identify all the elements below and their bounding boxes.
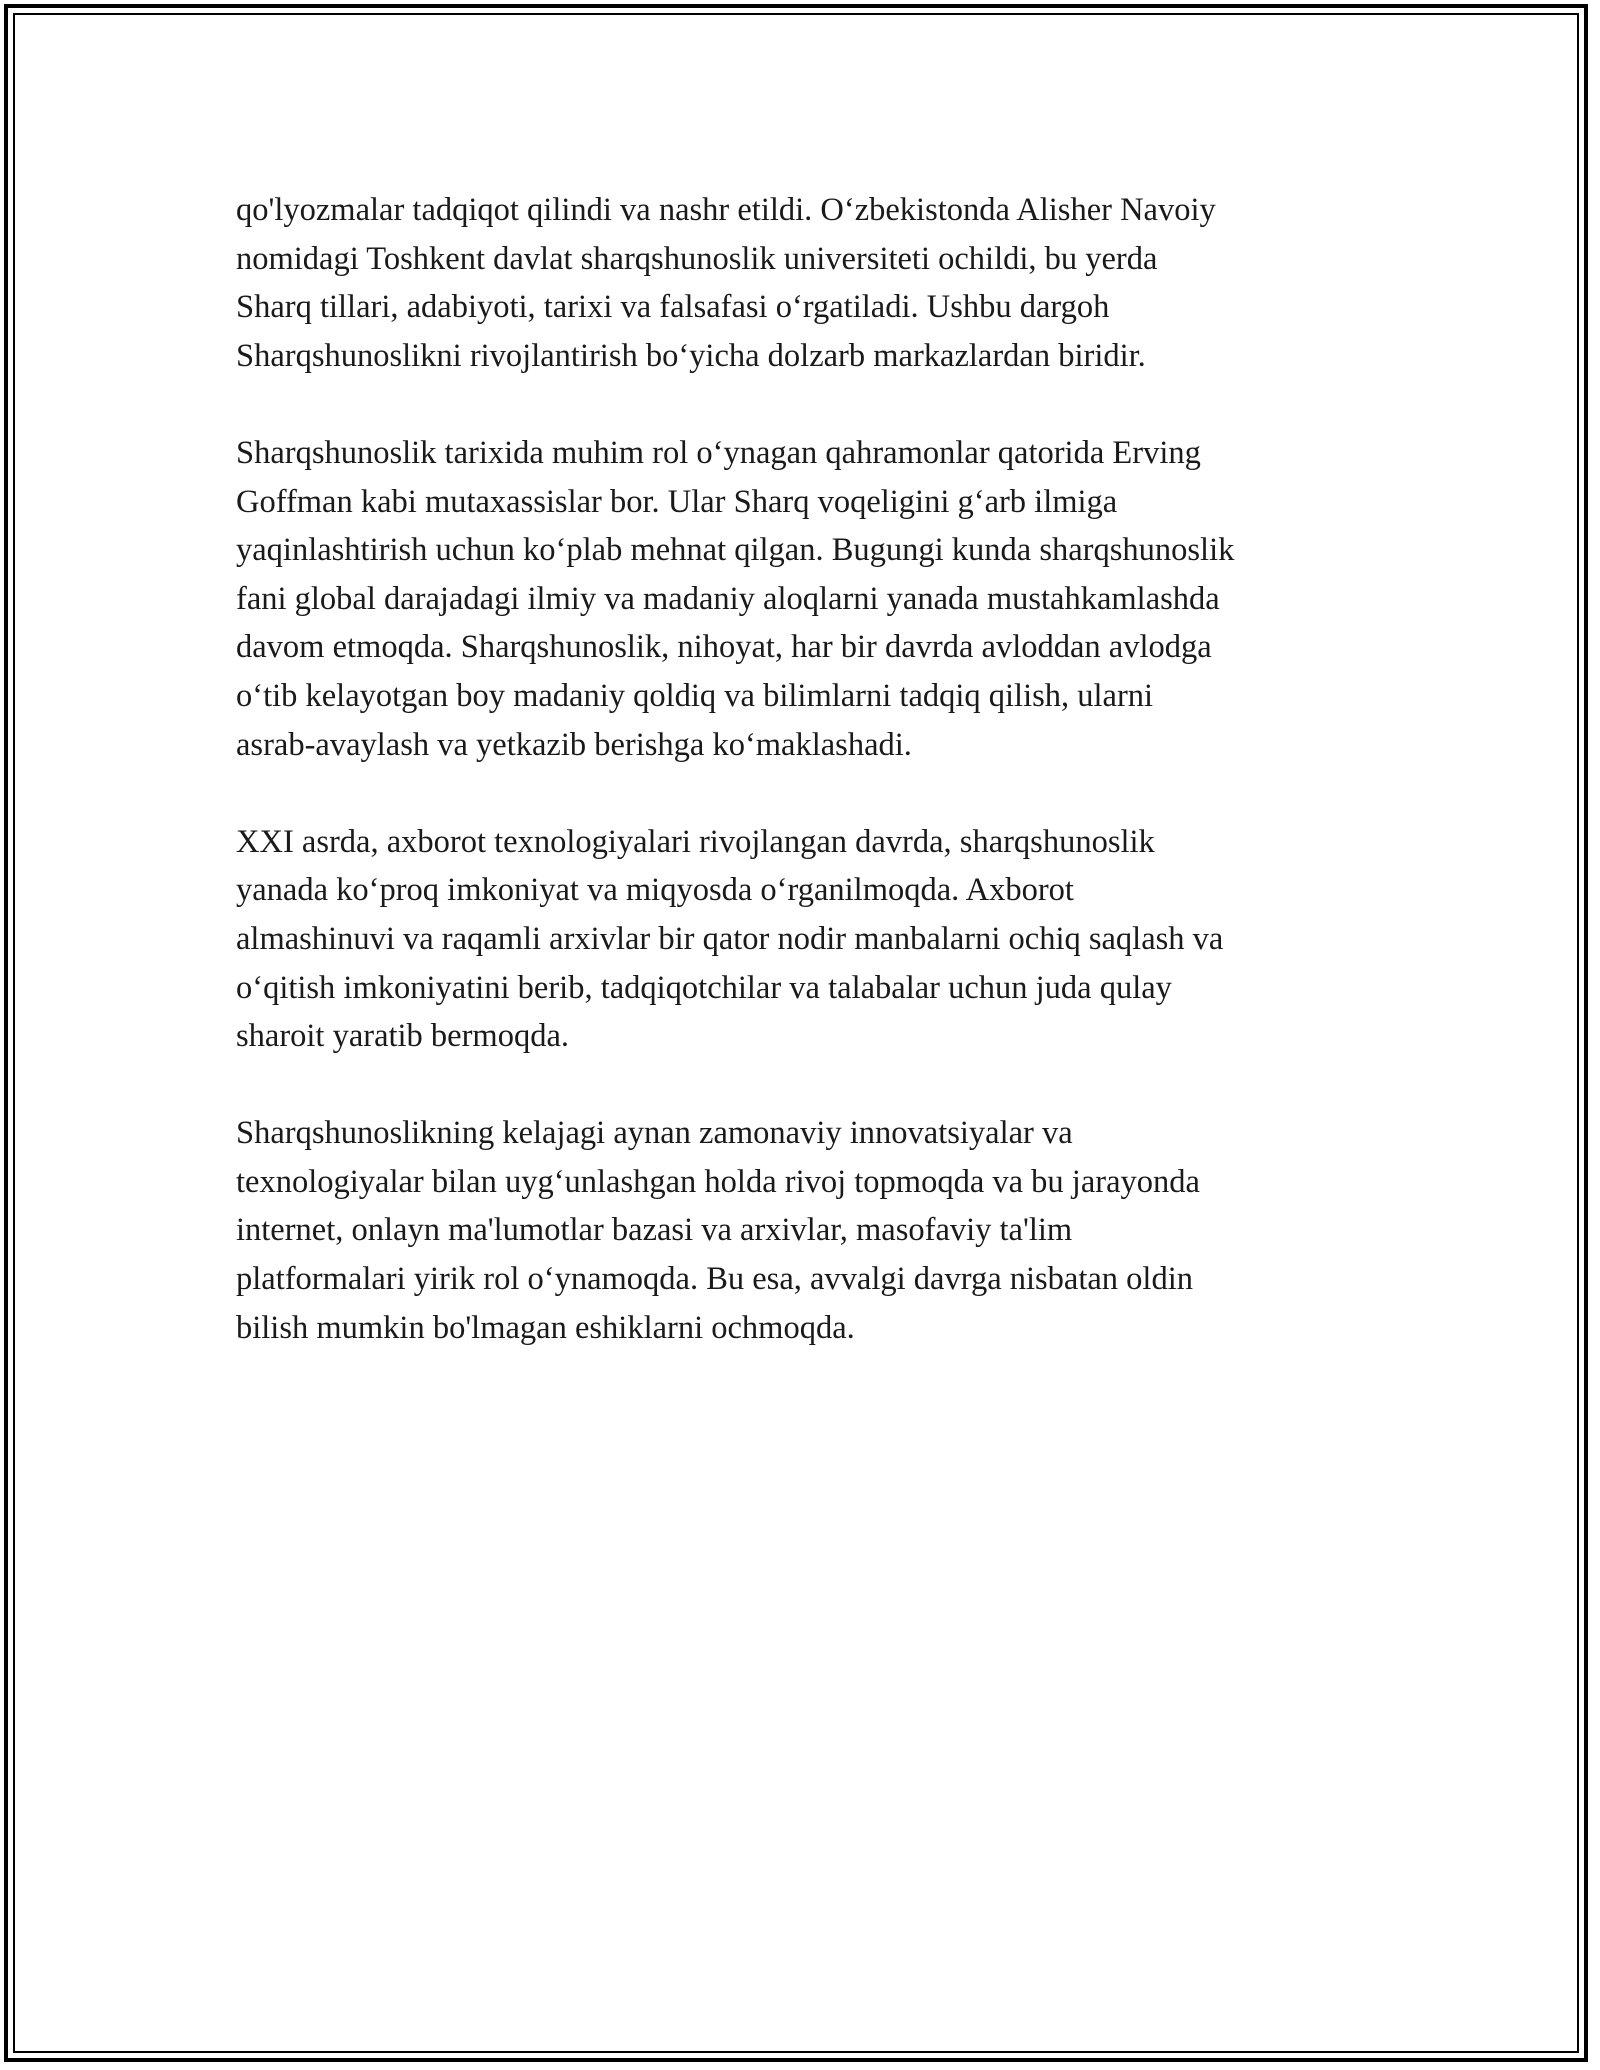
paragraph-1: qo'lyozmalar tadqiqot qilindi va nashr etildi. O‘zbekistonda Alisher Navoiy nomidagi Toshkent davlat sharqshunoslik universiteti ochildi, bu yerda Sharq tillari, adabiyoti, tarixi va falsafasi o‘rgatiladi. Ushbu dargoh Sharqshunoslikni rivojlantirish bo‘yicha dolzarb markazlardan biridir.: [236, 192, 1216, 374]
paragraph-2: Sharqshunoslik tarixida muhim rol o‘ynagan qahramonlar qatorida Erving Goffman kabi mutaxassislar bor. Ular Sharq voqeligini g‘arb ilmiga yaqinlashtirish uchun ko‘plab mehnat qilgan. Bugungi kunda sharqshunoslik fani global darajadagi ilmiy va madaniy aloqlarni yanada mustahkamlashda davom etmoqda. Sharqshunoslik, nihoyat, har bir davrda avloddan avlodga o‘tib kelayotgan boy madaniy qoldiq va bilimlarni tadqiq qilish, ularni asrab-avaylash va yetkazib berishga ko‘maklashadi.: [236, 434, 1235, 763]
document-body: [236, 186, 1376, 1401]
paragraph-4: Sharqshunoslikning kelajagi aynan zamonaviy innovatsiyalar va texnologiyalar bilan uyg‘unlashgan holda rivoj topmoqda va bu jarayonda internet, onlayn ma'lumotlar bazasi va arxivlar, masofaviy ta'lim platformalari yirik rol o‘ynamoqda. Bu esa, avvalgi davrga nisbatan oldin bilish mumkin bo'lmagan eshiklarni ochmoqda.: [236, 1115, 1200, 1346]
paragraph-3: XXI asrda, axborot texnologiyalari rivojlangan davrda, sharqshunoslik yanada ko‘proq imkoniyat va miqyosda o‘rganilmoqda. Axborot almashinuvi va raqamli arxivlar bir qator nodir manbalarni ochiq saqlash va o‘qitish imkoniyatini berib, tadqiqotchilar va talabalar uchun juda qulay sharoit yaratib bermoqda.: [236, 823, 1224, 1055]
